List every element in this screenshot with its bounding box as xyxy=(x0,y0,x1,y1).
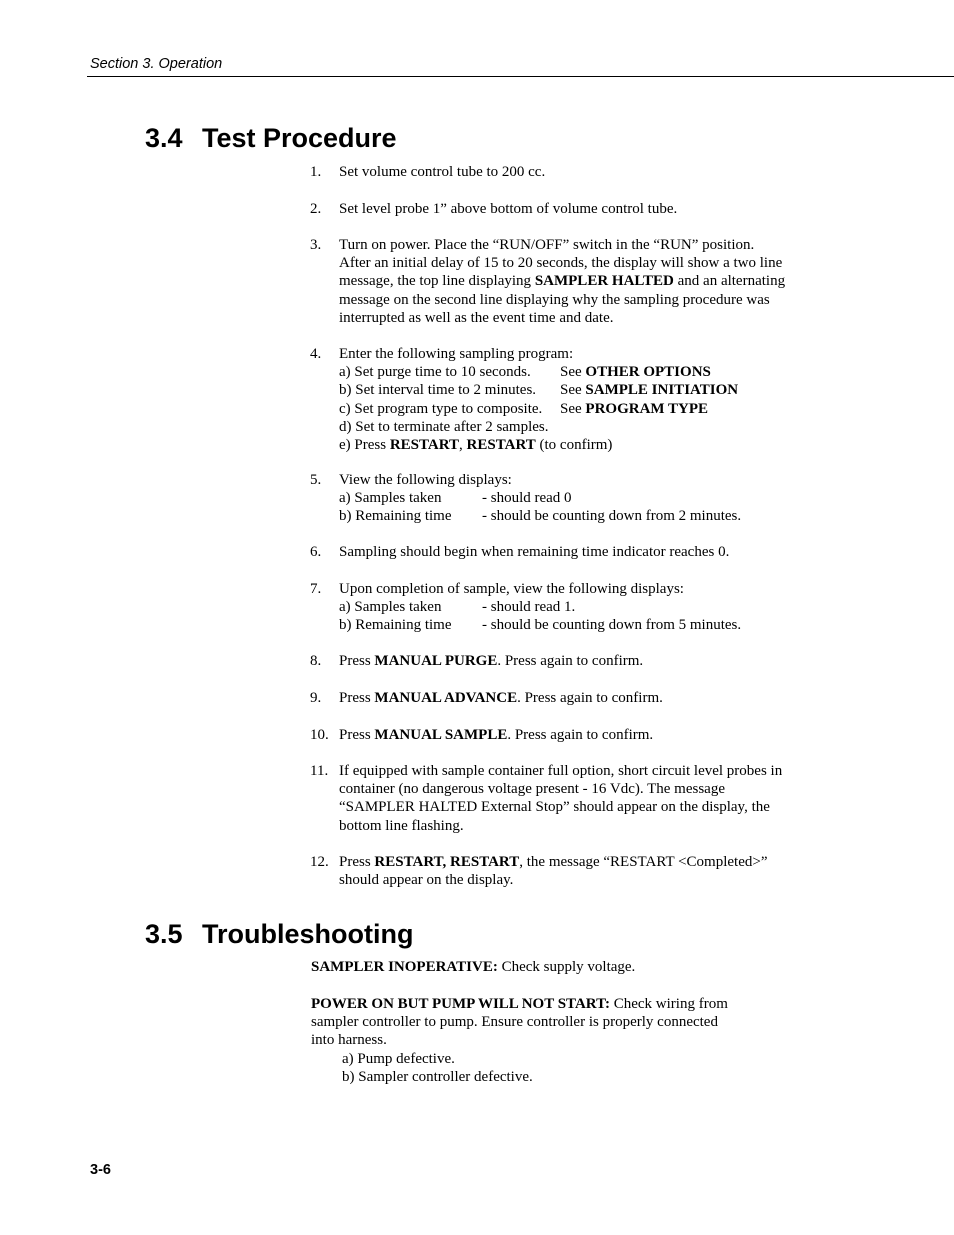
step-text: “SAMPLER HALTED External Stop” should appear on the display, the xyxy=(339,799,770,816)
section-title: Troubleshooting xyxy=(202,919,414,949)
step-text: Set volume control tube to 200 cc. xyxy=(339,164,546,180)
key-name: MANUAL SAMPLE xyxy=(374,727,508,743)
key-name: MANUAL PURGE xyxy=(374,653,498,669)
step-text: Sampling should begin when remaining time indicator reaches 0. xyxy=(339,544,730,560)
problem-label: SAMPLER INOPERATIVE: xyxy=(311,959,498,975)
step-number: 12. xyxy=(310,854,329,870)
step-text: interrupted as well as the event time and date. xyxy=(339,309,614,326)
step-text: Upon completion of sample, view the following displays: xyxy=(339,581,684,597)
problem-remedy: Check wiring from xyxy=(609,996,728,1012)
section-title: Test Procedure xyxy=(202,123,397,153)
problem-label: POWER ON BUT PUMP WILL NOT START: xyxy=(311,996,610,1012)
display-message: SAMPLER HALTED xyxy=(534,273,674,290)
section-heading-troubleshooting xyxy=(145,918,413,950)
section-number: 3.5 xyxy=(145,919,183,949)
problem-remedy: Check supply voltage. xyxy=(497,959,636,975)
display-row: a) Samples taken - should read 0 xyxy=(339,490,572,507)
step-text: bottom line flashing. xyxy=(339,817,464,834)
step-number: 5. xyxy=(310,472,322,488)
step-number: 6. xyxy=(310,544,322,560)
step-text: Press MANUAL SAMPLE. Press again to confirm. xyxy=(339,727,654,743)
problem-remedy: into harness. xyxy=(311,1032,387,1049)
step-text: After an initial delay of 15 to 20 seconds, the display will show a two line xyxy=(339,255,783,272)
sub-step: d) Set to terminate after 2 samples. xyxy=(339,418,549,435)
key-name: RESTART xyxy=(466,437,536,454)
section-heading-test-procedure xyxy=(145,122,397,154)
step-text: should appear on the display. xyxy=(339,872,514,889)
page-number: 3-6 xyxy=(90,1162,111,1178)
running-header: Section 3. Operation xyxy=(90,56,223,72)
step-number: 10. xyxy=(310,727,329,743)
step-text: If equipped with sample container full option, short circuit level probes in xyxy=(339,763,783,779)
troubleshooting-item xyxy=(311,958,781,976)
sub-step: a) Set purge time to 10 seconds. See OTHER OPTIONS xyxy=(339,364,711,381)
menu-reference: OTHER OPTIONS xyxy=(585,364,711,381)
troubleshooting-item xyxy=(311,995,781,1086)
step-text: Enter the following sampling program: xyxy=(339,346,574,362)
step-number: 4. xyxy=(310,346,322,362)
display-row: a) Samples taken - should read 1. xyxy=(339,599,576,616)
step-number: 7. xyxy=(310,581,322,597)
step-number: 8. xyxy=(310,653,322,669)
step-number: 11. xyxy=(310,763,329,779)
sub-step: e) Press RESTART, RESTART (to confirm) xyxy=(339,437,613,454)
display-row: b) Remaining time - should be counting down from 2 minutes. xyxy=(339,508,742,525)
step-number: 2. xyxy=(310,201,322,217)
possible-cause: a) Pump defective. xyxy=(342,1050,455,1067)
menu-reference: SAMPLE INITIATION xyxy=(585,382,739,399)
step-text: container (no dangerous voltage present - 16 Vdc). The message xyxy=(339,781,725,798)
step-text: Press MANUAL ADVANCE. Press again to confirm. xyxy=(339,690,663,706)
step-number: 3. xyxy=(310,237,322,253)
step-number: 1. xyxy=(310,164,322,180)
sub-step: c) Set program type to composite. See PROGRAM TYPE xyxy=(339,400,709,417)
key-name: RESTART xyxy=(389,437,460,454)
key-name: RESTART, RESTART xyxy=(374,854,520,870)
step-text: Press MANUAL PURGE. Press again to confirm. xyxy=(339,653,644,669)
header-rule xyxy=(87,76,954,77)
step-text: Press RESTART, RESTART, the message “RESTART <Completed>” xyxy=(339,854,768,870)
step-text: View the following displays: xyxy=(339,472,512,488)
step-text: Set level probe 1” above bottom of volume control tube. xyxy=(339,201,678,217)
sub-step: b) Set interval time to 2 minutes. See SAMPLE INITIATION xyxy=(339,382,739,399)
step-number: 9. xyxy=(310,690,322,706)
step-text: Turn on power. Place the “RUN/OFF” switch in the “RUN” position. xyxy=(339,237,755,253)
menu-reference: PROGRAM TYPE xyxy=(585,400,709,417)
step-text: message on the second line displaying why the sampling procedure was xyxy=(339,291,770,308)
display-row: b) Remaining time - should be counting down from 5 minutes. xyxy=(339,617,742,634)
key-name: MANUAL ADVANCE xyxy=(374,690,518,706)
possible-cause: b) Sampler controller defective. xyxy=(342,1068,533,1085)
problem-remedy: sampler controller to pump. Ensure controller is properly connected xyxy=(311,1014,718,1031)
step-text: message, the top line displaying SAMPLER HALTED and an alternating xyxy=(339,273,786,290)
section-number: 3.4 xyxy=(145,123,183,153)
